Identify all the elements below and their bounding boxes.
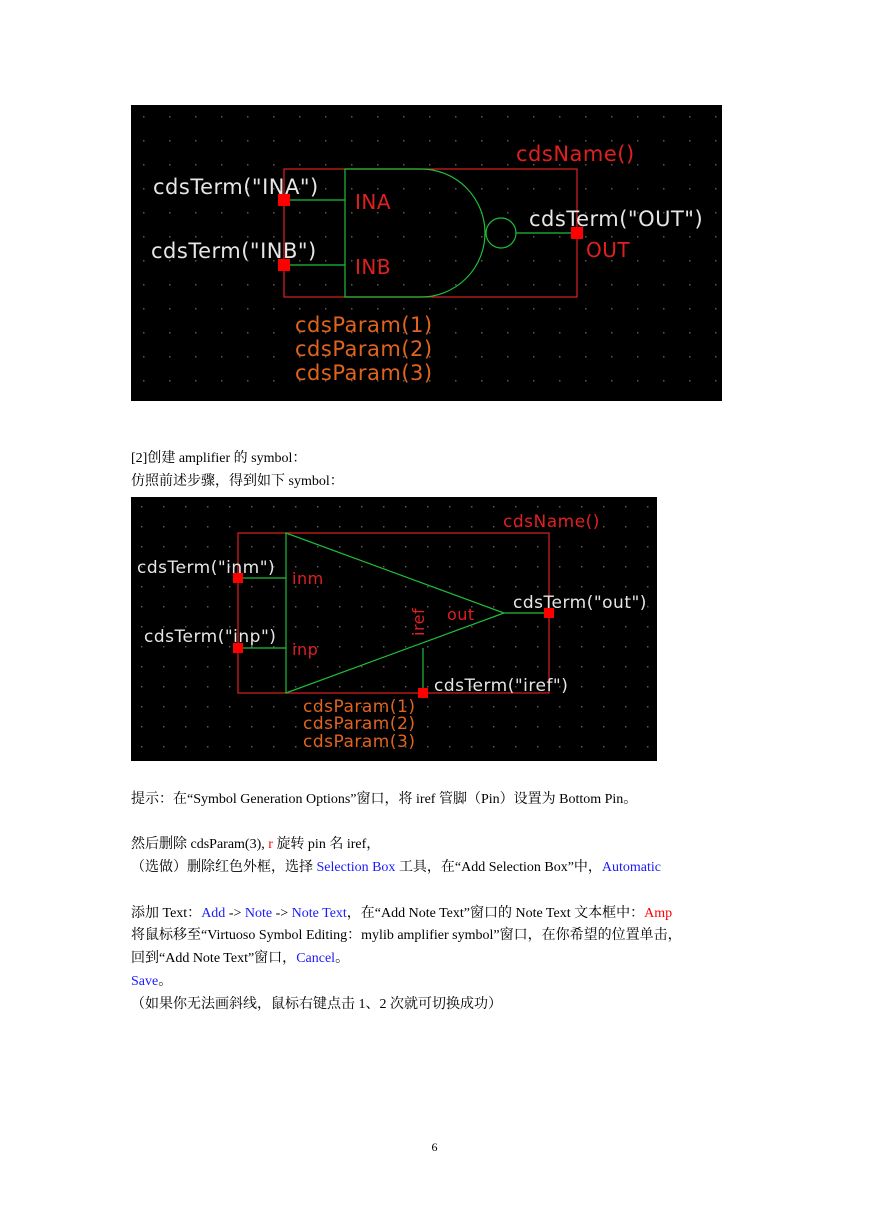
selection-box-tool: Selection Box: [316, 860, 396, 875]
label-term-out: cdsTerm("out"): [513, 593, 647, 613]
label-pin-iref: iref: [409, 607, 428, 636]
label-param2: cdsParam(2): [295, 337, 433, 361]
pin-iref: [418, 688, 428, 698]
menu-arrow-2: ->: [272, 906, 292, 921]
optional-text-a: （选做）删除红色外框，选择: [131, 860, 317, 875]
page-number: 6: [431, 1140, 438, 1154]
label-pin-inp: inp: [292, 640, 319, 659]
delete-rotate-paragraph: [131, 836, 380, 854]
back-text-b: 。: [335, 951, 350, 966]
optional-text-b: 工具，在“Add Selection Box”中，: [395, 860, 602, 875]
amplifier-symbol-screenshot: [131, 497, 657, 761]
nand-symbol-screenshot: [131, 105, 722, 401]
back-paragraph: [131, 950, 349, 968]
label-param2: cdsParam(2): [303, 714, 416, 734]
label-pin-out: OUT: [586, 238, 631, 262]
label-term-ina: cdsTerm("INA"): [153, 175, 319, 199]
label-param1: cdsParam(1): [303, 697, 416, 717]
back-text-a: 回到“Add Note Text”窗口，: [131, 951, 297, 966]
add-text-b: ，在“Add Note Text”窗口的 Note Text 文本框中：: [346, 906, 645, 921]
rotate-key: r: [268, 837, 273, 852]
menu-add: Add: [201, 906, 226, 921]
label-cdsname: cdsName(): [503, 512, 600, 532]
section-heading: [2]创建 amplifier 的 symbol：: [131, 451, 307, 466]
label-cdsname: cdsName(): [516, 142, 635, 166]
label-pin-out: out: [447, 605, 475, 624]
cancel-action: Cancel: [296, 951, 336, 966]
label-pin-inb: INB: [355, 255, 392, 279]
label-param3: cdsParam(3): [303, 732, 416, 752]
nand-symbol-canvas: [131, 105, 722, 401]
hint-paragraph: 提示：在“Symbol Generation Options”窗口，将 iref 管脚（Pin）设置为 Bottom Pin。: [131, 792, 638, 807]
add-text-paragraph: [131, 905, 672, 923]
optional-paragraph: [131, 859, 661, 877]
note-value-amp: Amp: [644, 906, 673, 921]
save-text-b: 。: [158, 974, 173, 989]
label-param3: cdsParam(3): [295, 361, 433, 385]
automatic-option: Automatic: [601, 860, 662, 875]
label-term-inb: cdsTerm("INB"): [151, 239, 317, 263]
label-pin-inm: inm: [292, 569, 324, 588]
label-pin-ina: INA: [355, 190, 392, 214]
rotate-text: 旋转 pin 名 iref，: [272, 837, 381, 852]
save-action: Save: [131, 974, 159, 989]
amplifier-symbol-canvas: [131, 497, 657, 761]
delete-text: 然后删除 cdsParam(3),: [131, 837, 269, 852]
label-term-inm: cdsTerm("inm"): [137, 558, 276, 578]
label-term-out: cdsTerm("OUT"): [529, 207, 704, 231]
menu-note-text: Note Text: [291, 906, 347, 921]
label-param1: cdsParam(1): [295, 313, 433, 337]
note-paragraph: （如果你无法画斜线，鼠标右键点击 1、2 次就可切换成功）: [131, 997, 502, 1012]
label-term-inp: cdsTerm("inp"): [144, 627, 277, 647]
menu-arrow-1: ->: [225, 906, 245, 921]
menu-note: Note: [244, 906, 273, 921]
add-text-a: 添加 Text：: [131, 906, 202, 921]
save-paragraph: [131, 973, 172, 991]
follow-steps-text: 仿照前述步骤，得到如下 symbol：: [131, 474, 344, 489]
move-mouse-paragraph: 将鼠标移至“Virtuoso Symbol Editing：mylib amplifier symbol”窗口，在你希望的位置单击，: [131, 928, 682, 943]
label-term-iref: cdsTerm("iref"): [434, 676, 569, 696]
